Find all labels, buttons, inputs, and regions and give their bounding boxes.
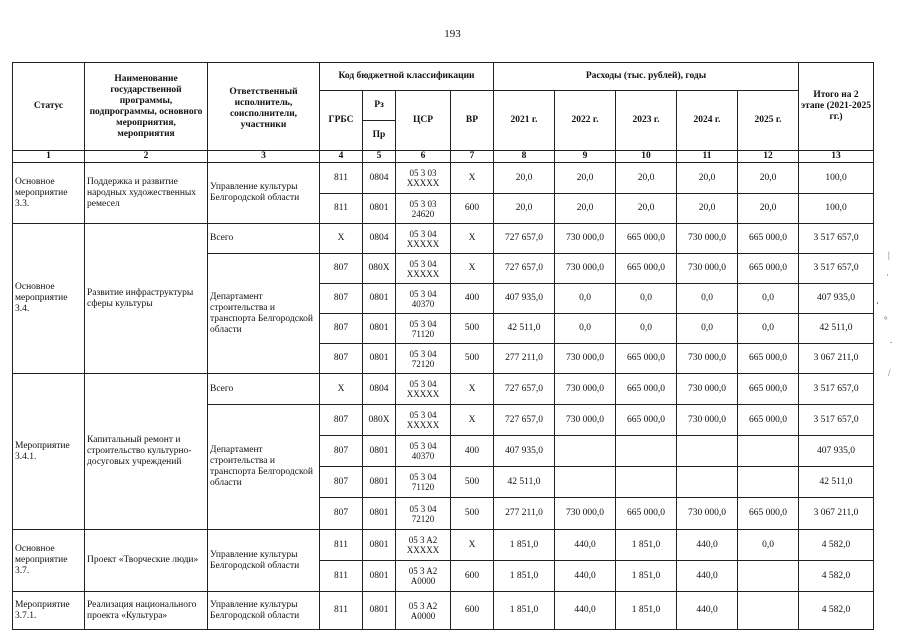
table-row	[13, 530, 874, 561]
column-number: 2	[85, 151, 208, 163]
expense-cell: 665 000,0	[616, 498, 677, 530]
table-row	[13, 374, 874, 405]
vr-cell: X	[451, 530, 494, 561]
expense-cell: 20,0	[616, 194, 677, 224]
vr-cell: 500	[451, 498, 494, 530]
expense-cell: 1 851,0	[494, 592, 555, 630]
responsible-cell: Управление культуры Белгородской области	[208, 530, 320, 592]
total-cell: 3 517 657,0	[799, 374, 874, 405]
expense-cell	[616, 436, 677, 467]
grbs-cell: 807	[320, 467, 363, 498]
total-cell: 3 517 657,0	[799, 224, 874, 254]
total-cell: 3 067 211,0	[799, 344, 874, 374]
expense-cell: 20,0	[677, 194, 738, 224]
expense-cell: 277 211,0	[494, 344, 555, 374]
expense-cell: 0,0	[677, 284, 738, 314]
expense-cell: 665 000,0	[738, 405, 799, 436]
rzpr-cell: 0801	[363, 436, 396, 467]
header-year-2021: 2021 г.	[494, 91, 555, 151]
expense-cell: 440,0	[555, 592, 616, 630]
csr-cell: 05 3 04 XXXXX	[396, 374, 451, 405]
expense-cell: 730 000,0	[677, 405, 738, 436]
total-cell: 3 517 657,0	[799, 254, 874, 284]
expense-cell: 440,0	[555, 530, 616, 561]
expense-cell: 20,0	[555, 163, 616, 194]
expense-cell: 1 851,0	[616, 561, 677, 592]
expense-cell: 407 935,0	[494, 284, 555, 314]
total-cell: 4 582,0	[799, 592, 874, 630]
header-budget-code: Код бюджетной классификации	[320, 63, 494, 91]
vr-cell: 600	[451, 592, 494, 630]
expense-cell: 730 000,0	[555, 498, 616, 530]
vr-cell: 500	[451, 314, 494, 344]
expense-cell: 0,0	[616, 314, 677, 344]
expense-cell: 665 000,0	[738, 344, 799, 374]
responsible-cell: Департамент строительства и транспорта Белгородской области	[208, 254, 320, 374]
expense-cell: 0,0	[738, 314, 799, 344]
total-cell: 407 935,0	[799, 436, 874, 467]
vr-cell: X	[451, 224, 494, 254]
expense-cell: 665 000,0	[616, 254, 677, 284]
status-cell: Мероприятие 3.4.1.	[13, 374, 85, 530]
column-number: 10	[616, 151, 677, 163]
expense-cell: 1 851,0	[616, 592, 677, 630]
csr-cell: 05 3 A2 XXXXX	[396, 530, 451, 561]
header-year-2023: 2023 г.	[616, 91, 677, 151]
responsible-cell: Департамент строительства и транспорта Белгородской области	[208, 405, 320, 530]
expense-cell: 730 000,0	[677, 374, 738, 405]
grbs-cell: 811	[320, 592, 363, 630]
status-cell: Основное мероприятие 3.3.	[13, 163, 85, 224]
expense-cell: 665 000,0	[738, 254, 799, 284]
total-cell: 3 517 657,0	[799, 405, 874, 436]
expense-cell: 20,0	[555, 194, 616, 224]
column-number-row	[13, 151, 874, 163]
expense-cell: 1 851,0	[494, 530, 555, 561]
column-number: 9	[555, 151, 616, 163]
total-cell: 42 511,0	[799, 314, 874, 344]
total-cell: 100,0	[799, 194, 874, 224]
csr-cell: 05 3 04 XXXXX	[396, 254, 451, 284]
expense-cell: 730 000,0	[555, 254, 616, 284]
column-number: 1	[13, 151, 85, 163]
expense-cell	[677, 436, 738, 467]
grbs-cell: 811	[320, 530, 363, 561]
rzpr-cell: 0804	[363, 163, 396, 194]
csr-cell: 05 3 03 24620	[396, 194, 451, 224]
expense-cell: 730 000,0	[677, 254, 738, 284]
table-row	[13, 224, 874, 254]
grbs-cell: X	[320, 224, 363, 254]
expense-cell: 20,0	[738, 194, 799, 224]
expense-cell: 665 000,0	[738, 498, 799, 530]
expense-cell: 727 657,0	[494, 254, 555, 284]
vr-cell: 600	[451, 194, 494, 224]
status-cell: Основное мероприятие 3.7.	[13, 530, 85, 592]
expense-cell: 20,0	[677, 163, 738, 194]
total-cell: 407 935,0	[799, 284, 874, 314]
rzpr-cell: 0801	[363, 561, 396, 592]
expense-cell	[616, 467, 677, 498]
rzpr-cell: 0801	[363, 314, 396, 344]
expense-cell: 0,0	[616, 284, 677, 314]
expense-cell	[677, 467, 738, 498]
column-number: 5	[363, 151, 396, 163]
grbs-cell: 807	[320, 344, 363, 374]
total-cell: 4 582,0	[799, 561, 874, 592]
csr-cell: 05 3 04 40370	[396, 284, 451, 314]
expense-cell: 0,0	[677, 314, 738, 344]
responsible-cell: Всего	[208, 224, 320, 254]
grbs-cell: X	[320, 374, 363, 405]
expense-cell: 665 000,0	[616, 344, 677, 374]
expense-cell: 727 657,0	[494, 224, 555, 254]
csr-cell: 05 3 04 71120	[396, 314, 451, 344]
rzpr-cell: 0801	[363, 530, 396, 561]
grbs-cell: 811	[320, 163, 363, 194]
csr-cell: 05 3 A2 A0000	[396, 561, 451, 592]
expense-cell: 727 657,0	[494, 374, 555, 405]
expense-cell: 1 851,0	[616, 530, 677, 561]
expense-cell: 20,0	[494, 163, 555, 194]
expense-cell: 440,0	[677, 530, 738, 561]
status-cell: Основное мероприятие 3.4.	[13, 224, 85, 374]
responsible-cell: Управление культуры Белгородской области	[208, 163, 320, 224]
rzpr-cell: 0801	[363, 194, 396, 224]
vr-cell: X	[451, 374, 494, 405]
expense-cell: 20,0	[616, 163, 677, 194]
expense-cell: 665 000,0	[616, 224, 677, 254]
header-vr: ВР	[451, 91, 494, 151]
grbs-cell: 811	[320, 561, 363, 592]
expense-cell: 407 935,0	[494, 436, 555, 467]
csr-cell: 05 3 04 XXXXX	[396, 224, 451, 254]
page-number: 193	[444, 28, 461, 40]
csr-cell: 05 3 03 XXXXX	[396, 163, 451, 194]
responsible-cell: Всего	[208, 374, 320, 405]
expense-cell: 0,0	[738, 530, 799, 561]
expense-cell: 440,0	[677, 592, 738, 630]
header-pr: Пр	[363, 121, 396, 151]
expense-cell: 665 000,0	[738, 374, 799, 405]
expense-cell	[555, 467, 616, 498]
total-cell: 100,0	[799, 163, 874, 194]
expense-cell: 42 511,0	[494, 314, 555, 344]
expense-cell: 730 000,0	[677, 344, 738, 374]
column-number: 4	[320, 151, 363, 163]
rzpr-cell: 0801	[363, 498, 396, 530]
expense-cell	[738, 467, 799, 498]
rzpr-cell: 0801	[363, 284, 396, 314]
name-cell: Поддержка и развитие народных художественных ремесел	[85, 163, 208, 224]
rzpr-cell: 0801	[363, 592, 396, 630]
name-cell: Реализация национального проекта «Культура»	[85, 592, 208, 630]
total-cell: 3 067 211,0	[799, 498, 874, 530]
total-cell: 42 511,0	[799, 467, 874, 498]
expense-cell: 730 000,0	[555, 344, 616, 374]
column-number: 12	[738, 151, 799, 163]
grbs-cell: 811	[320, 194, 363, 224]
expense-cell	[738, 436, 799, 467]
header-year-2025: 2025 г.	[738, 91, 799, 151]
header-csr: ЦСР	[396, 91, 451, 151]
grbs-cell: 807	[320, 405, 363, 436]
header-rz: Рз	[363, 91, 396, 121]
column-number: 6	[396, 151, 451, 163]
header-year-2022: 2022 г.	[555, 91, 616, 151]
name-cell: Капитальный ремонт и строительство культурно-досуговых учреждений	[85, 374, 208, 530]
status-cell: Мероприятие 3.7.1.	[13, 592, 85, 630]
grbs-cell: 807	[320, 498, 363, 530]
rzpr-cell: 0801	[363, 467, 396, 498]
expense-cell: 0,0	[555, 314, 616, 344]
expense-cell	[738, 592, 799, 630]
table-body	[13, 163, 874, 630]
header-responsible: Ответственный исполнитель, соисполнители, участники	[208, 63, 320, 151]
expense-cell: 730 000,0	[555, 224, 616, 254]
header-expenses: Расходы (тыс. рублей), годы	[494, 63, 799, 91]
rzpr-cell: 080X	[363, 405, 396, 436]
expense-cell: 42 511,0	[494, 467, 555, 498]
grbs-cell: 807	[320, 314, 363, 344]
csr-cell: 05 3 04 71120	[396, 467, 451, 498]
expense-cell: 730 000,0	[677, 498, 738, 530]
vr-cell: X	[451, 163, 494, 194]
csr-cell: 05 3 A2 A0000	[396, 592, 451, 630]
csr-cell: 05 3 04 40370	[396, 436, 451, 467]
table-row	[13, 592, 874, 630]
expense-cell	[738, 561, 799, 592]
expense-cell: 277 211,0	[494, 498, 555, 530]
header-status: Статус	[13, 63, 85, 151]
column-number: 13	[799, 151, 874, 163]
column-number: 7	[451, 151, 494, 163]
expense-cell: 440,0	[677, 561, 738, 592]
expense-cell	[555, 436, 616, 467]
header-grbs: ГРБС	[320, 91, 363, 151]
expense-cell: 665 000,0	[616, 405, 677, 436]
budget-table	[12, 62, 874, 630]
table-row	[13, 163, 874, 194]
vr-cell: 500	[451, 344, 494, 374]
vr-cell: 500	[451, 467, 494, 498]
rzpr-cell: 0801	[363, 344, 396, 374]
expense-cell: 665 000,0	[738, 224, 799, 254]
vr-cell: 400	[451, 436, 494, 467]
vr-cell: 400	[451, 284, 494, 314]
csr-cell: 05 3 04 72120	[396, 498, 451, 530]
name-cell: Проект «Творческие люди»	[85, 530, 208, 592]
rzpr-cell: 080X	[363, 254, 396, 284]
expense-cell: 440,0	[555, 561, 616, 592]
name-cell: Развитие инфраструктуры сферы культуры	[85, 224, 208, 374]
expense-cell: 727 657,0	[494, 405, 555, 436]
expense-cell: 730 000,0	[677, 224, 738, 254]
column-number: 11	[677, 151, 738, 163]
expense-cell: 730 000,0	[555, 374, 616, 405]
expense-cell: 1 851,0	[494, 561, 555, 592]
rzpr-cell: 0804	[363, 224, 396, 254]
expense-cell: 20,0	[494, 194, 555, 224]
grbs-cell: 807	[320, 436, 363, 467]
header-total: Итого на 2 этапе (2021-2025 гг.)	[799, 63, 874, 151]
responsible-cell: Управление культуры Белгородской области	[208, 592, 320, 630]
vr-cell: X	[451, 405, 494, 436]
grbs-cell: 807	[320, 284, 363, 314]
column-number: 3	[208, 151, 320, 163]
vr-cell: X	[451, 254, 494, 284]
column-number: 8	[494, 151, 555, 163]
header-year-2024: 2024 г.	[677, 91, 738, 151]
csr-cell: 05 3 04 XXXXX	[396, 405, 451, 436]
total-cell: 4 582,0	[799, 530, 874, 561]
rzpr-cell: 0804	[363, 374, 396, 405]
header-name: Наименование государственной программы, подпрограммы, основного мероприятия, мероприятия	[85, 63, 208, 151]
vr-cell: 600	[451, 561, 494, 592]
csr-cell: 05 3 04 72120	[396, 344, 451, 374]
expense-cell: 0,0	[738, 284, 799, 314]
expense-cell: 665 000,0	[616, 374, 677, 405]
expense-cell: 0,0	[555, 284, 616, 314]
grbs-cell: 807	[320, 254, 363, 284]
expense-cell: 730 000,0	[555, 405, 616, 436]
expense-cell: 20,0	[738, 163, 799, 194]
